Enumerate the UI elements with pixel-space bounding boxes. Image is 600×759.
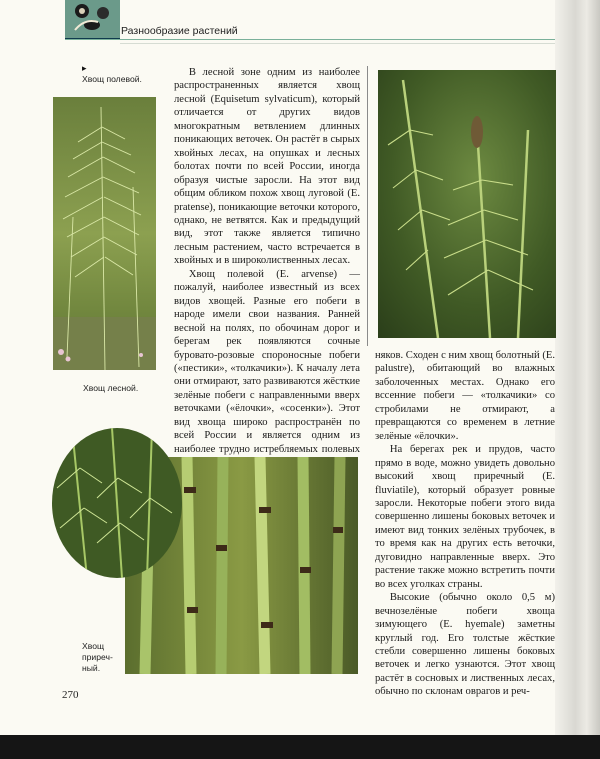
paragraph: Хвощ полевой (E. arvense) — пожалуй, наиболее известный из всех видов хвощей. Разные его побеги в народе имели свои названия. Ранней весной на полях, по обочинам дорог и берегам рек появляются сочные буровато-розовые спороносные побеги («пестики», «толкачики»). К началу лета они отмирают, зато развиваются жёсткие зелёные побеги с направленными вверх веточками («ёлочки», «сосенки»). Этот вид хвоща широко распространён по всей России и является одним из наиболее трудно истребляемых полевых: [174, 268, 360, 455]
river-horsetail-inset-image: [52, 428, 182, 578]
marsh-horsetail-image: [378, 70, 556, 338]
caption-river-line: приреч-: [82, 652, 113, 662]
paragraph: няков. Сходен с ним хвощ болотный (E. palustre), обитающий во влажных заболоченных местах. Однако его вссенние побеги — «толкачики» со стробилами не отмирают, а превращаются со временем в летние зелёные «ёлочки».: [375, 350, 555, 442]
column-divider: [367, 66, 368, 346]
caption-forest: Хвощ лесной.: [83, 383, 139, 393]
page-number: 270: [62, 689, 79, 701]
scan-background: [0, 735, 600, 759]
section-title: Разнообразие растений: [121, 25, 238, 37]
caption-river-line: ный.: [82, 663, 101, 673]
caption-river-line: Хвощ: [82, 641, 105, 651]
section-logo: [65, 0, 120, 40]
header-subrule: [120, 43, 555, 44]
paragraph: На берегах рек и прудов, часто прямо в воде, можно увидеть довольно высокий хвощ приречный (E. fluviatile), который образует ровные заросли. Некоторые побеги этого вида совершенно лишены боковых веточек и имеют вид тонких зелёных трубочек, в то время как на других есть веточки, дуговидно направленные вверх. Это растение также можно встретить почти во всех уголках страны.: [375, 444, 555, 590]
caption-field: [82, 63, 142, 85]
header-rule: [65, 39, 555, 40]
caption-arrow-icon: ▸: [82, 63, 87, 73]
caption-field-text: Хвощ полевой.: [82, 74, 142, 84]
paragraph: В лесной зоне одним из наиболее распространенных является хвощ лесной (Equisetum sylvaticum), который отличается от других видов многократным ветвлением длинных поникающих веточек. Он растёт в сырых хвойных лесах, на опушках и лесных болотах почти по всей России, иногда образуя чистые заросли. На этот вид общим обликом похож хвощ луговой (E. pratense), поникающие веточки которого, однако, не ветвятся. Как и предыдущий вид, этот также является типично лесным растением, часто встречается в хвойных и в широколиственных лесах.: [174, 67, 360, 267]
photo-field-horsetail: [53, 97, 156, 370]
text-column-right: [375, 349, 555, 699]
field-horsetail-image: [53, 97, 156, 370]
photo-river-horsetail-inset: [52, 428, 182, 578]
caption-river: [82, 641, 113, 674]
photo-marsh-horsetail: [378, 70, 556, 338]
paragraph: Высокие (обычно около 0,5 м) вечнозелёные побеги хвоща зимующего (E. hyemale) заметны круглый год. Его толстые жёсткие стебли совершенно лишены боковых веточек и легко узнаются. Этот хвощ растёт в сосновых и лиственных лесах, обычно по склонам оврагов и реч-: [375, 592, 555, 698]
text-column-middle: [174, 66, 360, 470]
book-gutter: [555, 0, 600, 735]
plant-logo-icon: [65, 0, 120, 38]
